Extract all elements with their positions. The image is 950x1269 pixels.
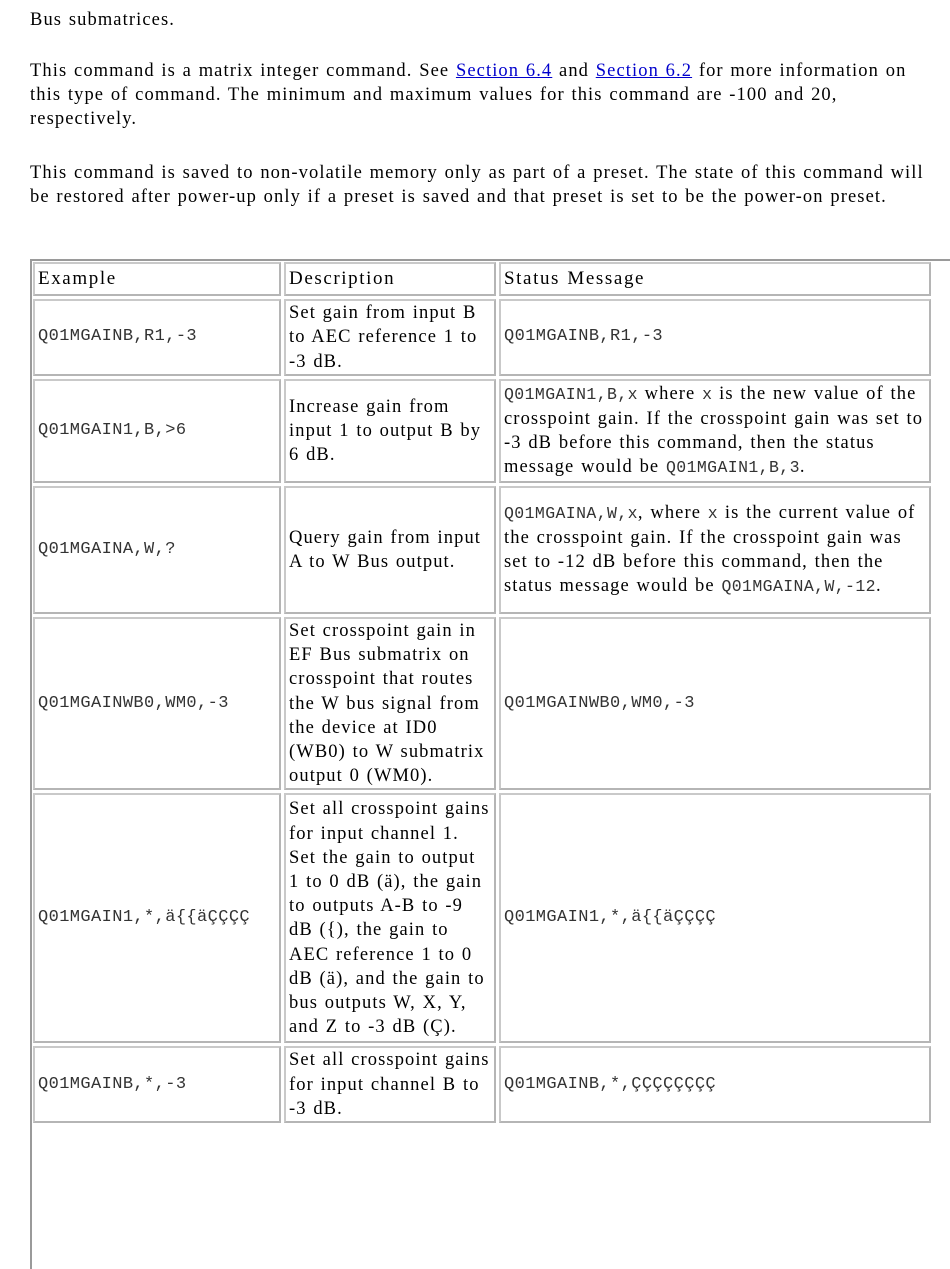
status-text: , where [637,502,708,523]
table-row [33,617,931,790]
status-code: x [707,503,719,523]
description-cell: Increase gain from input 1 to output B by 6 dB. [284,379,496,483]
non-volatile-memory-paragraph: This command is saved to non-volatile memory only as part of a preset. The state of this command will be restored after power-up only if a preset is saved and that preset is set to be the power-on preset. [30,163,924,207]
example-cell: Q01MGAINB,R1,-3 [33,299,281,376]
section-6-2-link[interactable]: Section 6.2 [595,61,693,81]
status-text: . [875,576,882,597]
status-cell [499,379,931,483]
table-row [33,486,931,614]
para1-text-before: This command is a matrix integer command. See [30,61,456,81]
intro-text: Bus submatrices. [30,10,176,30]
description-cell: Set all crosspoint gains for input channel 1. Set the gain to output 1 to 0 dB (ä), the gain to outputs A-B to -9 dB ({), the gain to AEC reference 1 to 0 dB (ä), and the gain to bus outputs W, X, Y, and Z to -3 dB (Ç). [284,793,496,1043]
description-cell: Query gain from input A to W Bus output. [284,486,496,614]
status-text: is the new value of the crosspoint gain. If the crosspoint gain was set to -3 dB before this command, then the status message would be [504,383,924,478]
status-code: Q01MGAIN1,B,x [504,384,638,404]
description-cell: Set crosspoint gain in EF Bus submatrix on crosspoint that routes the W bus signal from the device at ID0 (WB0) to W submatrix output 0 (WM0). [284,617,496,790]
status-cell: Q01MGAINWB0,WM0,-3 [499,617,931,790]
command-type-paragraph [30,59,935,131]
example-cell: Q01MGAINB,*,-3 [33,1046,281,1123]
status-text: . [799,457,806,478]
status-code: Q01MGAINA,W,x [504,503,638,523]
status-code: x [702,384,713,404]
section-6-4-link[interactable]: Section 6.4 [455,61,553,81]
example-cell: Q01MGAIN1,B,>6 [33,379,281,483]
status-cell: Q01MGAINB,*,ÇÇÇÇÇÇÇÇ [499,1046,931,1123]
examples-table [30,259,934,1126]
para1-text-between: and [552,61,596,81]
table-row [33,379,931,483]
header-example: Example [33,262,281,296]
status-cell: Q01MGAIN1,*,ä{{äÇÇÇÇ [499,793,931,1043]
table-row [33,299,931,376]
header-status-message: Status Message [499,262,931,296]
description-cell: Set gain from input B to AEC reference 1 to -3 dB. [284,299,496,376]
para1-text-after: for more information on this type of command. The minimum and maximum values for this command are -100 and 20, respectively. [30,61,907,129]
status-code: Q01MGAINA,W,-12 [721,577,876,597]
table-row [33,1046,931,1123]
status-code: Q01MGAIN1,B,3 [665,458,800,478]
status-cell: Q01MGAINB,R1,-3 [499,299,931,376]
description-cell: Set all crosspoint gains for input channel B to -3 dB. [284,1046,496,1123]
status-text: is the current value of the crosspoint gain. If the crosspoint gain was set to -12 dB before this command, then the status message would be [504,502,916,597]
example-cell: Q01MGAINWB0,WM0,-3 [33,617,281,790]
table-header-row [33,262,931,296]
header-description: Description [284,262,496,296]
status-cell [499,486,931,614]
status-text: where [637,383,703,404]
example-cell: Q01MGAIN1,*,ä{{äÇÇÇÇ [33,793,281,1043]
table-row [33,793,931,1043]
example-cell: Q01MGAINA,W,? [33,486,281,614]
